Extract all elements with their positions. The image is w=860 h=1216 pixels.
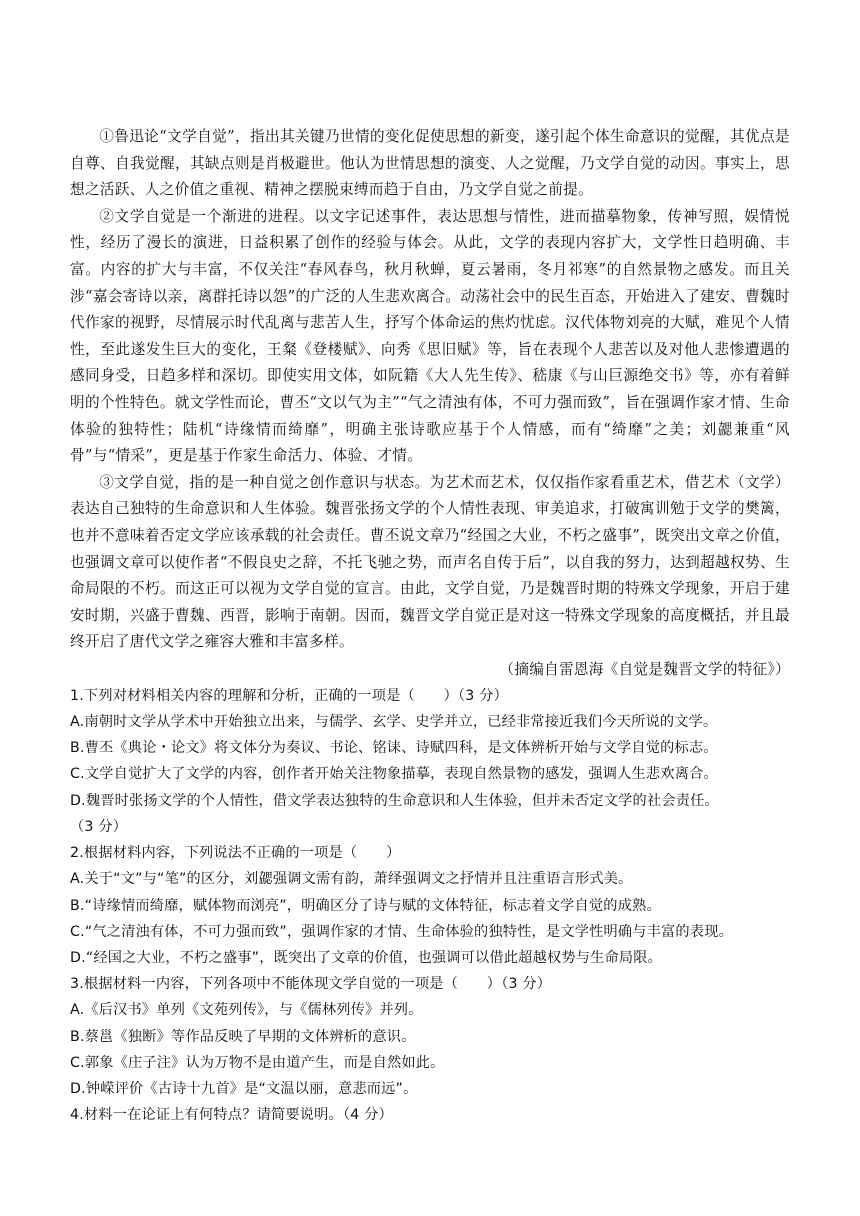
passage-source: （摘编自雷恩海《自觉是魏晋文学的特征》）: [499, 660, 790, 678]
passage-paragraph-1: ①鲁迅论“文学自觉”，指出其关键乃世情的变化促使思想的新变，遂引起个体生命意识的觉醒，其优点是自尊、自我觉醒，其缺点则是肖极避世。他认为世情思想的演变、人之觉醒，乃文学自觉的动因。事实上，思想之活跃、人之价值之重视、精神之摆脱束缚而趋于自由，乃文学自觉之前提。: [70, 128, 790, 199]
passage-paragraph-2: ②文学自觉是一个渐进的进程。以文字记述事件，表达思想与情性，进而描摹物象，传神写照，娱情悦性，经历了漫长的演进，日益积累了创作的经验与体会。从此，文学的表现内容扩大，文学性日趋明确、丰富。内容的扩大与丰富，不仅关注“春风春鸟，秋月秋蝉，夏云暑雨，冬月祁寒”的自然景物之感发。而且关涉“嘉会寄诗以亲，离群托诗以怨”的广泛的人生悲欢离合。动荡社会中的民生百态，开始进入了建安、曹魏时代作家的视野，尽情展示时代乱离与悲苦人生，抒写个体命运的焦灼忧虑。汉代体物刘亮的大赋，难见个人情性，至此遂发生巨大的变化，王粲《登楼赋》、向秀《思旧赋》等，旨在表现个人悲苦以及对他人悲惨遭遇的感同身受，日趋多样和深切。即使实用文体，如阮籍《大人先生传》、嵇康《与山巨源绝交书》等，亦有着鲜明的个性特色。就文学性而论，曹丕“文以气为主”“气之清浊有体，不可力强而致”，旨在强调作家才情、生命体验的独特性；陆机“诗缘情而绮靡”，明确主张诗歌应基于个人情感，而有“绮靡”之美；刘勰兼重“风骨”与“情采”，更是基于作家生命活力、体验、才情。: [70, 207, 790, 465]
question-2-option-a: A.关于“文”与“笔”的区分，刘勰强调文需有韵，萧绎强调文之抒情并且注重语言形式美。: [70, 871, 633, 888]
question-1-option-a: A.南朝时文学从学术中开始独立出来，与儒学、玄学、史学并立，已经非常接近我们今天所说的文学。: [70, 714, 718, 731]
question-2-option-b: B.“诗缘情而绮靡，赋体物而浏亮”，明确区分了诗与赋的文体特征，标志着文学自觉的成熟。: [70, 897, 661, 914]
question-3-option-c: C.郭象《庄子注》认为万物不是由道产生，而是自然如此。: [70, 1054, 445, 1071]
question-2-option-c: C.“气之清浊有体，不可力强而致”，强调作家的才情、生命体验的独特性，是文学性明确与丰富的表现。: [70, 923, 733, 940]
question-3-option-a: A.《后汉书》单列《文苑列传》，与《儒林列传》并列。: [70, 1002, 423, 1019]
question-3-stem: 3.根据材料一内容，下列各项中不能体现文学自觉的一项是（ ）（3 分）: [70, 976, 552, 993]
question-1-option-d: D.魏晋时张扬文学的个人情性，借文学表达独特的生命意识和人生体验，但并未否定文学的社会责任。: [70, 792, 719, 809]
question-1-stem: 1.下列对材料相关内容的理解和分析，正确的一项是（ ）（3 分）: [70, 687, 509, 704]
question-list: [70, 683, 790, 1128]
question-4-stem: 4.材料一在论证上有何特点？请简要说明。（4 分）: [70, 1107, 393, 1124]
question-1-option-b: B.曹丕《典论・论文》将文体分为奏议、书论、铭诔、诗赋四科，是文体辨析开始与文学自觉的标志。: [70, 740, 718, 757]
question-3-option-b: B.蔡邕《独断》等作品反映了早期的文体辨析的意识。: [70, 1028, 416, 1045]
passage-paragraph-3: ③文学自觉，指的是一种自觉之创作意识与状态。为艺术而艺术，仅仅指作家看重艺术，借艺术（文学）表达自己独特的生命意识和人生体验。魏晋张扬文学的个人情性表现、审美追求，打破寓训勉于文学的樊篱，也并不意味着否定文学应该承载的社会责任。曹丕说文章乃“经国之大业，不朽之盛事”，既突出文章之价值，也强调文章可以使作者“不假良史之辞，不托飞驰之势，而声名自传于后”，以自我的努力，达到超越权势、生命局限的不朽。而这正可以视为文学自觉的宣言。由此，文学自觉，乃是魏晋时期的特殊文学现象，开启于建安时期，兴盛于曹魏、西晋，影响于南朝。因而，魏晋文学自觉正是对这一特殊文学现象的高度概括，并且最终开启了唐代文学之雍容大雅和丰富多样。: [70, 473, 790, 651]
reading-passage: [70, 124, 790, 683]
question-1-option-c: C.文学自觉扩大了文学的内容，创作者开始关注物象描摹，表现自然景物的感发，强调人生悲欢离合。: [70, 766, 718, 783]
question-2-score: （3 分）: [70, 818, 128, 835]
question-3-option-d: D.钟嵘评价《古诗十九首》是“文温以丽，意悲而远”。: [70, 1080, 418, 1097]
question-2-option-d: D.“经国之大业，不朽之盛事”，既突出了文章的价值，也强调可以借此超越权势与生命局限。: [70, 949, 663, 966]
question-2-stem: 2.根据材料内容，下列说法不正确的一项是（ ）: [70, 845, 401, 862]
